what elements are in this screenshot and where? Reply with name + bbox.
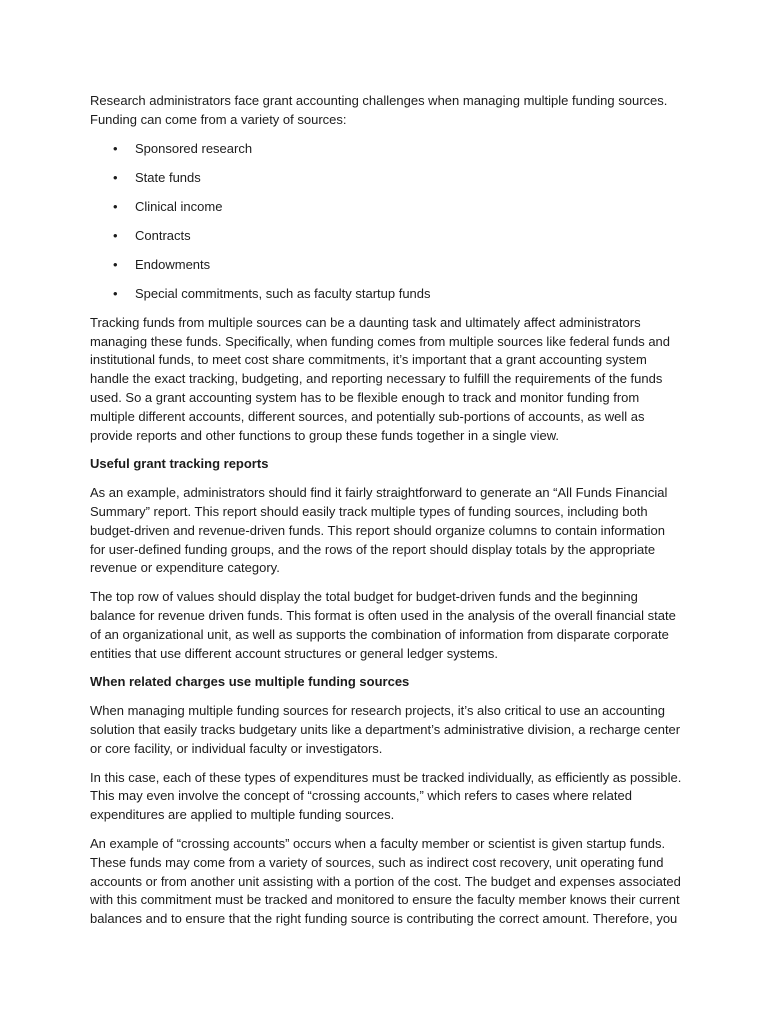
list-item-text: Sponsored research bbox=[135, 140, 253, 156]
bullet-icon: • bbox=[113, 169, 118, 185]
list-item bbox=[90, 227, 682, 246]
example-paragraph: As an example, administrators should find it fairly straightforward to generate an “All Funds Financial Summary” report. This report should easily track multiple types of funding sources, including both budget-driven and revenue-driven funds. This report should organize columns to contain information for user-defined funding groups, and the rows of the report should display totals by the appropriate revenue or expenditure category. bbox=[90, 485, 668, 576]
list-item-text: Contracts bbox=[135, 227, 191, 243]
bullet-icon: • bbox=[113, 286, 118, 302]
list-item-text: Clinical income bbox=[135, 198, 223, 214]
bullet-icon: • bbox=[113, 256, 118, 272]
list-item bbox=[90, 198, 682, 217]
bullet-icon: • bbox=[113, 140, 118, 156]
list-item bbox=[90, 256, 682, 275]
top-row-paragraph: The top row of values should display the total budget for budget-driven funds and the beginning balance for revenue driven funds. This format is often used in the analysis of the overall financial state of an organizational unit, as well as supports the combination of information from disparate corporate entities that use different account structures or general ledger systems. bbox=[90, 589, 676, 661]
intro-paragraph: Research administrators face grant accounting challenges when managing multiple funding sources. Funding can come from a variety of sources: bbox=[90, 93, 668, 127]
in-this-case-paragraph: In this case, each of these types of expenditures must be tracked individually, as efficiently as possible. This may even involve the concept of “crossing accounts,” which refers to cases where related expenditures are applied to multiple funding sources. bbox=[90, 769, 682, 823]
managing-paragraph: When managing multiple funding sources for research projects, it’s also critical to use an accounting solution that easily tracks budgetary units like a department’s administrative division, a recharge center or core facility, or individual faculty or investigators. bbox=[90, 703, 681, 756]
list-item-text: Special commitments, such as faculty startup funds bbox=[135, 286, 431, 302]
crossing-accounts-paragraph: An example of “crossing accounts” occurs when a faculty member or scientist is given startup funds. These funds may come from a variety of sources, such as indirect cost recovery, unit operating fund accounts or from another unit assisting with a portion of the cost. The budget and expenses associated with this commitment must be tracked and monitored to ensure the faculty member knows their current balances and to ensure that the right funding source is contributing the correct amount. Therefore, you bbox=[90, 835, 681, 927]
bullet-icon: • bbox=[113, 198, 118, 214]
list-item bbox=[90, 140, 682, 159]
reports-heading: Useful grant tracking reports bbox=[90, 456, 269, 472]
list-item-text: State funds bbox=[135, 169, 201, 185]
list-item bbox=[90, 169, 682, 188]
bullet-icon: • bbox=[113, 227, 118, 243]
document-page bbox=[90, 92, 682, 939]
list-item bbox=[90, 285, 682, 304]
tracking-paragraph: Tracking funds from multiple sources can be a daunting task and ultimately affect administrators managing these funds. Specifically, when funding comes from multiple sources like federal funds and institutional funds, to meet cost share commitments, it’s important that a grant accounting system handle the exact tracking, budgeting, and reporting necessary to fulfill the requirements of the funds used. So a grant accounting system has to be flexible enough to track and monitor funding from multiple different accounts, different sources, and potentially sub-portions of accounts, as well as provide reports and other functions to group these funds together in a single view. bbox=[90, 314, 671, 443]
related-charges-heading: When related charges use multiple funding sources bbox=[90, 674, 410, 690]
list-item-text: Endowments bbox=[135, 256, 211, 272]
funding-sources-list bbox=[90, 140, 682, 304]
